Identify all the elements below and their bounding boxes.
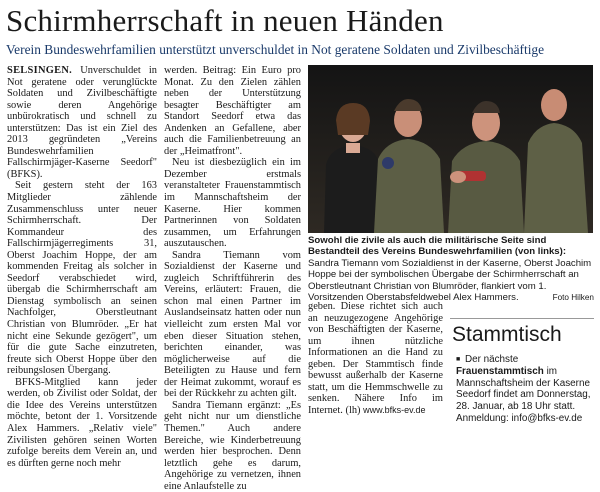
paragraph: BFKS-Mitglied kann jeder werden, ob Zivilist oder Soldat, der die Idee des Vereins unterstützen möchte, betont der 1. Vorsitzende Alex Hammers. „Relativ viele" Zivilisten gehören seinen Worten zufolge bereits dem Verein an, und es dürften gerne noch mehr [7, 376, 157, 469]
headline: Schirmherrschaft in neuen Händen [6, 3, 444, 38]
dateline: SELSINGEN. [7, 65, 73, 76]
infobox-text-before: Der nächste [464, 354, 519, 365]
bullet-icon: ■ [456, 356, 461, 363]
paragraph [308, 301, 443, 416]
subheadline: Verein Bundeswehrfamilien unterstützt unverschuldet in Not geratene Soldaten und Zivilbeschäftige [6, 42, 545, 57]
paragraph-text: geben. Diese richtet sich auch an neuzugezogene Angehörige von Beschäftigten der Kaserne, um ihnen nützliche Informationen an die Hand zu geben. Der Stammtisch finde bewusst außerhalb der Kaserne statt, um die Hemmschwelle zu senken. Nähere Info im Internet. [308, 301, 443, 416]
paragraph: werden. Beitrag: Ein Euro pro Monat. Zu den Zielen zählen neben der Unterstützung besagter Beschäftigter am Standort Seedorf etwa das Andenken an Gefallene, aber auch die Familienbetreuung an der „Heimatfront". [164, 65, 301, 157]
article-column-1 [7, 65, 157, 469]
infobox-text-after: im Mannschaftsheim der Kaserne Seedorf findet am Donnerstag, 28. Januar, ab 18 Uhr statt. Anmeldung: info@bfks-ev.de [456, 365, 591, 424]
infobox-divider [450, 318, 594, 319]
paragraph [7, 65, 157, 180]
article-column-2 [164, 65, 301, 492]
article-column-3 [308, 301, 443, 416]
photo-caption [308, 235, 594, 303]
paragraph: Neu ist diesbezüglich ein im Dezember erstmals veranstalteter Frauenstammtisch im Mannschaftsheim der Kaserne. Hier kommen Partnerinnen von Soldaten zusammen, um Erfahrungen auszutauschen. [164, 157, 301, 250]
author-signature: (lh) [345, 404, 361, 416]
paragraph: Seit gestern steht der 163 Mitglieder zählende Zusammenschluss unter neuer Schirmherrschaft. Der Kommandeur des Fallschirmjägerregiments 31, Oberst Joachim Hoppe, der am kommenden Freitag als solcher in Seedorf verabschiedet wird, übergab die Schirmherrschaft am Dienstag symbolisch an seinen Nachfolger, Oberstleutnant Christian von Blumröder. „Er hat nicht eine Sekunde gezögert", um für die gute Sache einzutreten, freute sich Oberst Hoppe über den reibungslosen Übergang. [7, 180, 157, 377]
infobox-event-name: Frauenstammtisch [456, 365, 544, 377]
caption-text: Sandra Tiemann vom Sozialdienst in der Kaserne, Oberst Joachim Hoppe bei der symbolischen Übergabe der Schirmherrschaft an Oberstleutnant Christian von Blumröder, flankiert vom 1. Vorsitzenden Oberstabsfeldwebel Alex Hammers. [308, 257, 592, 304]
infobox-text [456, 354, 596, 425]
paragraph: Sandra Tiemann vom Sozialdienst der Kaserne und zugleich Schriftführerin des Vereins, erläutert: Frauen, die schon mal einen Partner im Auslandseinsatz hatten oder nun vielleicht zum ersten Mal vor eben dieser Situation stehen, berichten einander, was möglicherweise auf die Beteiligten zu Hause und fern der Heimat zukommt, worauf es bei der Rückkehr zu achten gilt. [164, 249, 301, 400]
paragraph-text: Unverschuldet in Not geratene oder verunglückte Soldaten und Zivilbeschäftigte sowie deren Angehörige unbürokratisch und schnell zu unterstützen: Das ist ein Ziel des 2013 gegründeten „Vereins Bundeswehrfamilien Fallschirmjäger-Kaserne Seedorf" (BFKS). [7, 65, 157, 180]
photo-illustration [308, 65, 593, 233]
caption-lead: Sowohl die zivile als auch die militärische Seite sind Bestandteil des Vereins Bundeswehrfamilien (von links): [308, 235, 567, 258]
article-photo [308, 65, 593, 233]
paragraph: Sandra Tiemann ergänzt: „Es geht nicht nur um dienstliche Themen." Auch andere Bereiche, wie Kinderbetreuung werden hier besprochen. Denn letztlich gehe es darum, Angehörige zu vernetzen, ihnen eine Anlaufstelle zu [164, 399, 301, 492]
website-link[interactable]: www.bfks-ev.de [363, 404, 426, 415]
photo-credit: Foto Hilken [552, 293, 594, 303]
infobox-title: Stammtisch [452, 323, 562, 346]
